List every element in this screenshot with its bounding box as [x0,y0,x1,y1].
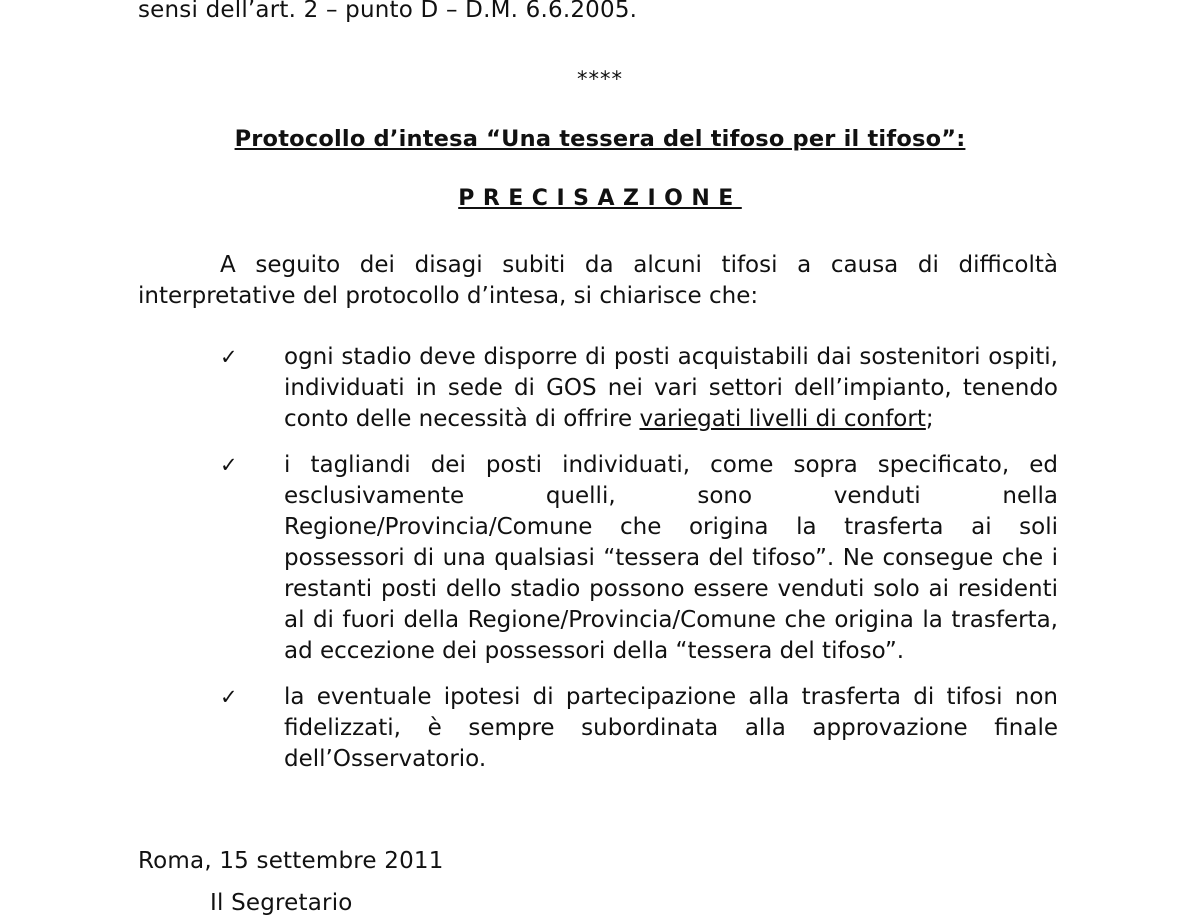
protocol-title: Protocollo d’intesa “Una tessera del tifoso per il tifoso”: [234,126,966,152]
checkmark-icon: ✓ [220,453,238,477]
intro-paragraph: A seguito dei disagi subiti da alcuni tifosi a causa di difficoltà interpretative del protocollo d’intesa, si chiarisce che: [138,252,1058,309]
list-item [220,682,1058,775]
signature-line: Il Segretario [210,890,353,916]
checkmark-icon: ✓ [220,685,238,709]
clarification-list [220,342,1058,775]
list-item [220,342,1058,435]
bullet-text: la eventuale ipotesi di partecipazione alla trasferta di tifosi non fidelizzati, è sempre subordinata alla approvazione finale dell’Osservatorio. [284,684,1058,772]
bullet-text: i tagliandi dei posti individuati, come sopra specificato, ed esclusivamente quelli, sono venduti nella Regione/Provincia/Comune che origina la trasferta ai soli possessori di una qualsiasi “tessera del tifoso”. Ne consegue che i restanti posti dello stadio possono essere venduti solo ai residenti al di fuori della Regione/Provincia/Comune che origina la trasferta, ad eccezione dei possessori della “tessera del tifoso”. [284,452,1058,664]
list-item [220,450,1058,667]
date-line: Roma, 15 settembre 2011 [138,848,444,874]
underlined-text: variegati livelli di confort [639,406,926,432]
bullet-text: ogni stadio deve disporre di posti acquistabili dai sostenitori ospiti, individuati in sede di GOS nei vari settori dell’impianto, tenendo conto delle necessità di offrire [284,344,1058,432]
section-separator: **** [577,67,623,91]
document-heading: PRECISAZIONE [458,186,742,211]
bullet-text-end: ; [925,406,934,432]
top-reference-line: sensi dell’art. 2 – punto D – D.M. 6.6.2005. [138,0,638,23]
checkmark-icon: ✓ [220,345,238,369]
